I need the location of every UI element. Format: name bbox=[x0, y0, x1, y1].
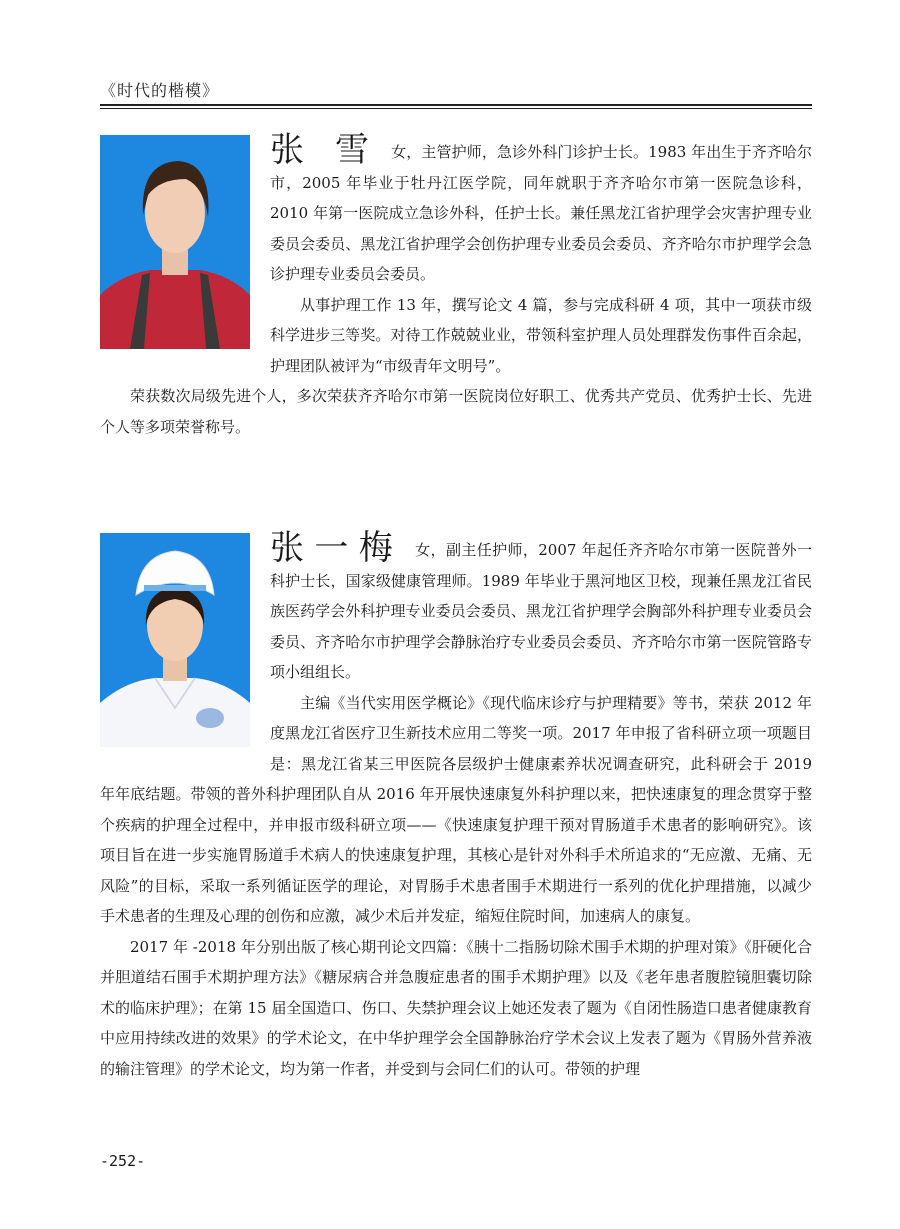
profile-zhang-yimei bbox=[100, 528, 813, 1084]
running-header: 《时代的楷模》 bbox=[100, 81, 220, 100]
profile-intro: 女，副主任护师，2007 年起任齐齐哈尔市第一医院普外一科护士长，国家级健康管理师。1989 年毕业于黑河地区卫校，现兼任黑龙江省民族医药学会外科护理专业委员会委员、黑龙江省护理学会胸部外科护理专业委员会委员、齐齐哈尔市护理学会静脉治疗专业委员会委员、齐齐哈尔市第一医院管路专项小组组长。 bbox=[270, 541, 813, 681]
photo-spacer bbox=[100, 135, 270, 351]
portrait-photo bbox=[100, 533, 250, 747]
header-rule bbox=[100, 104, 812, 106]
profile-intro: 女，主管护师，急诊外科门诊护士长。1983 年出生于齐齐哈尔市，2005 年毕业于牡丹江医学院，同年就职于齐齐哈尔市第一医院急诊科，2010 年第一医院成立急诊外科，任护士长。兼任黑龙江省护理学会灾害护理专业委员会委员、黑龙江省护理学会创伤护理专业委员会委员、齐齐哈尔市护理学会急诊护理专业委员会委员。 bbox=[270, 143, 812, 283]
portrait-photo bbox=[100, 135, 250, 349]
profile-paragraph: 荣获数次局级先进个人，多次荣获齐齐哈尔市第一医院岗位好职工、优秀共产党员、优秀护士长、先进个人等多项荣誉称号。 bbox=[100, 387, 812, 436]
profile-zhang-xue bbox=[100, 130, 812, 442]
profile-paragraph: 2017 年 -2018 年分别出版了核心期刊论文四篇：《胰十二指肠切除术围手术期的护理对策》《肝硬化合并胆道结石围手术期护理方法》《糖尿病合并急腹症患者的围手术期护理》以及《老年患者腹腔镜胆囊切除术的临床护理》；在第 15 届全国造口、伤口、失禁护理会议上她还发表了题为《自闭性肠造口患者健康教育中应用持续改进的效果》的学术论文，在中华护理学会全国静脉治疗学术会议上发表了题为《胃肠外营养液的输注管理》的学术论文，均为第一作者，并受到与会同仁们的认可。带领的护理 bbox=[100, 937, 812, 1078]
person-name: 张一梅 bbox=[270, 528, 404, 568]
profile-text bbox=[100, 130, 812, 442]
header-rule-thin bbox=[100, 108, 812, 109]
page-number: -252- bbox=[100, 1152, 146, 1170]
person-name: 张 雪 bbox=[270, 130, 380, 170]
profile-paragraph: 主编《当代实用医学概论》《现代临床诊疗与护理精要》等书，荣获 2012 年度黑龙江省医疗卫生新技术应用二等奖一项。2017 年申报了省科研立项一项题目是：黑龙江省某三甲医院各层级护士健康素养状况调查研究，此科研会于 2019 年年底结题。带领的普外科护理团队自从 2016 年开展快速康复外科护理以来，把快速康复的理念贯穿于整个疾病的护理全过程中，并申报市级科研立项——《快速康复护理干预对胃肠道手术患者的影响研究》。该项目旨在进一步实施胃肠道手术病人的快速康复护理，其核心是针对外科手术所追求的“无应激、无痛、无风险”的目标，采取一系列循证医学的理论，对胃肠手术患者围手术期进行一系列的优化护理措施，以减少手术患者的生理及心理的创伤和应激，减少术后并发症，缩短住院时间，加速病人的康复。 bbox=[100, 693, 812, 925]
profile-paragraph: 从事护理工作 13 年，撰写论文 4 篇，参与完成科研 4 项，其中一项获市级科学进步三等奖。对待工作兢兢业业，带领科室护理人员处理群发伤事件百余起，护理团队被评为“市级青年文明号”。 bbox=[270, 295, 812, 375]
photo-spacer bbox=[100, 533, 270, 749]
profile-text bbox=[100, 528, 813, 1084]
